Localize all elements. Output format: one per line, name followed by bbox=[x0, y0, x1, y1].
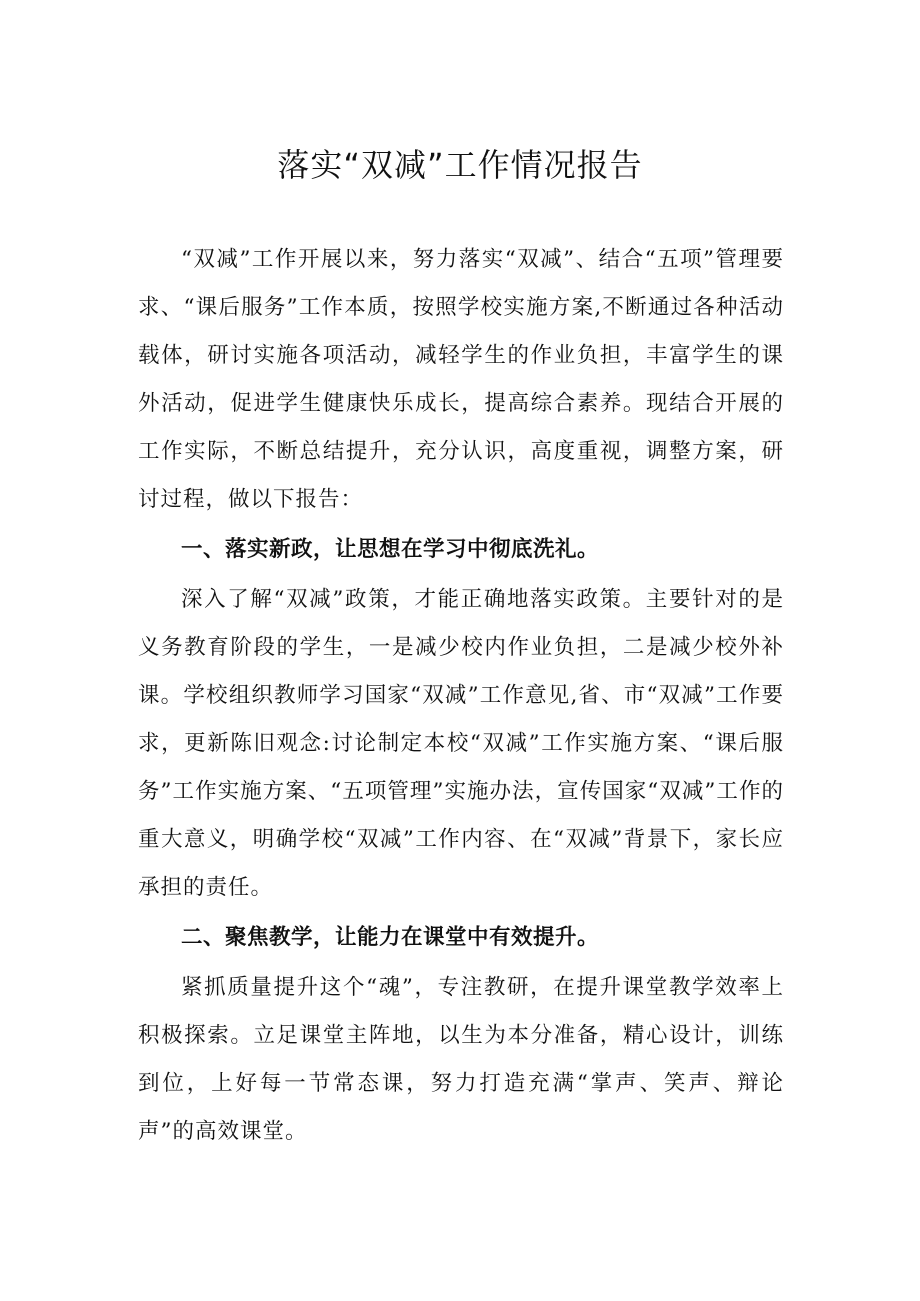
paragraph-intro: “双减”工作开展以来，努力落实“双减”、结合“五项”管理要求、“课后服务”工作本质，按照学校实施方案,不断通过各种活动载体，研讨实施各项活动，减轻学生的作业负担，丰富学生的课外活动，促进学生健康快乐成长，提高综合素养。现结合开展的工作实际，不断总结提升，充分认识，高度重视，调整方案，研讨过程，做以下报告： bbox=[138, 247, 784, 512]
document-body bbox=[138, 236, 784, 1156]
document-title: 落实“双减”工作情况报告 bbox=[277, 146, 643, 184]
section-heading-1: 一、落实新政，让思想在学习中彻底洗礼。 bbox=[181, 537, 600, 562]
section-heading-2: 二、聚焦教学，让能力在课堂中有效提升。 bbox=[181, 925, 600, 950]
paragraph-section-1: 深入了解“双减”政策，才能正确地落实政策。主要针对的是义务教育阶段的学生，一是减少校内作业负担，二是减少校外补课。学校组织教师学习国家“双减”工作意见,省、市“双减”工作要求，更新陈旧观念:讨论制定本校“双减”工作实施方案、“课后服务”工作实施方案、“五项管理”实施办法，宣传国家“双减”工作的重大意义，明确学校“双减”工作内容、在“双减”背景下，家长应承担的责任。 bbox=[138, 587, 784, 900]
paragraph-section-2: 紧抓质量提升这个“魂”，专注教研，在提升课堂教学效率上积极探索。立足课堂主阵地，以生为本分准备，精心设计，训练到位，上好每一节常态课，努力打造充满“掌声、笑声、辩论声”的高效课堂。 bbox=[138, 975, 784, 1144]
